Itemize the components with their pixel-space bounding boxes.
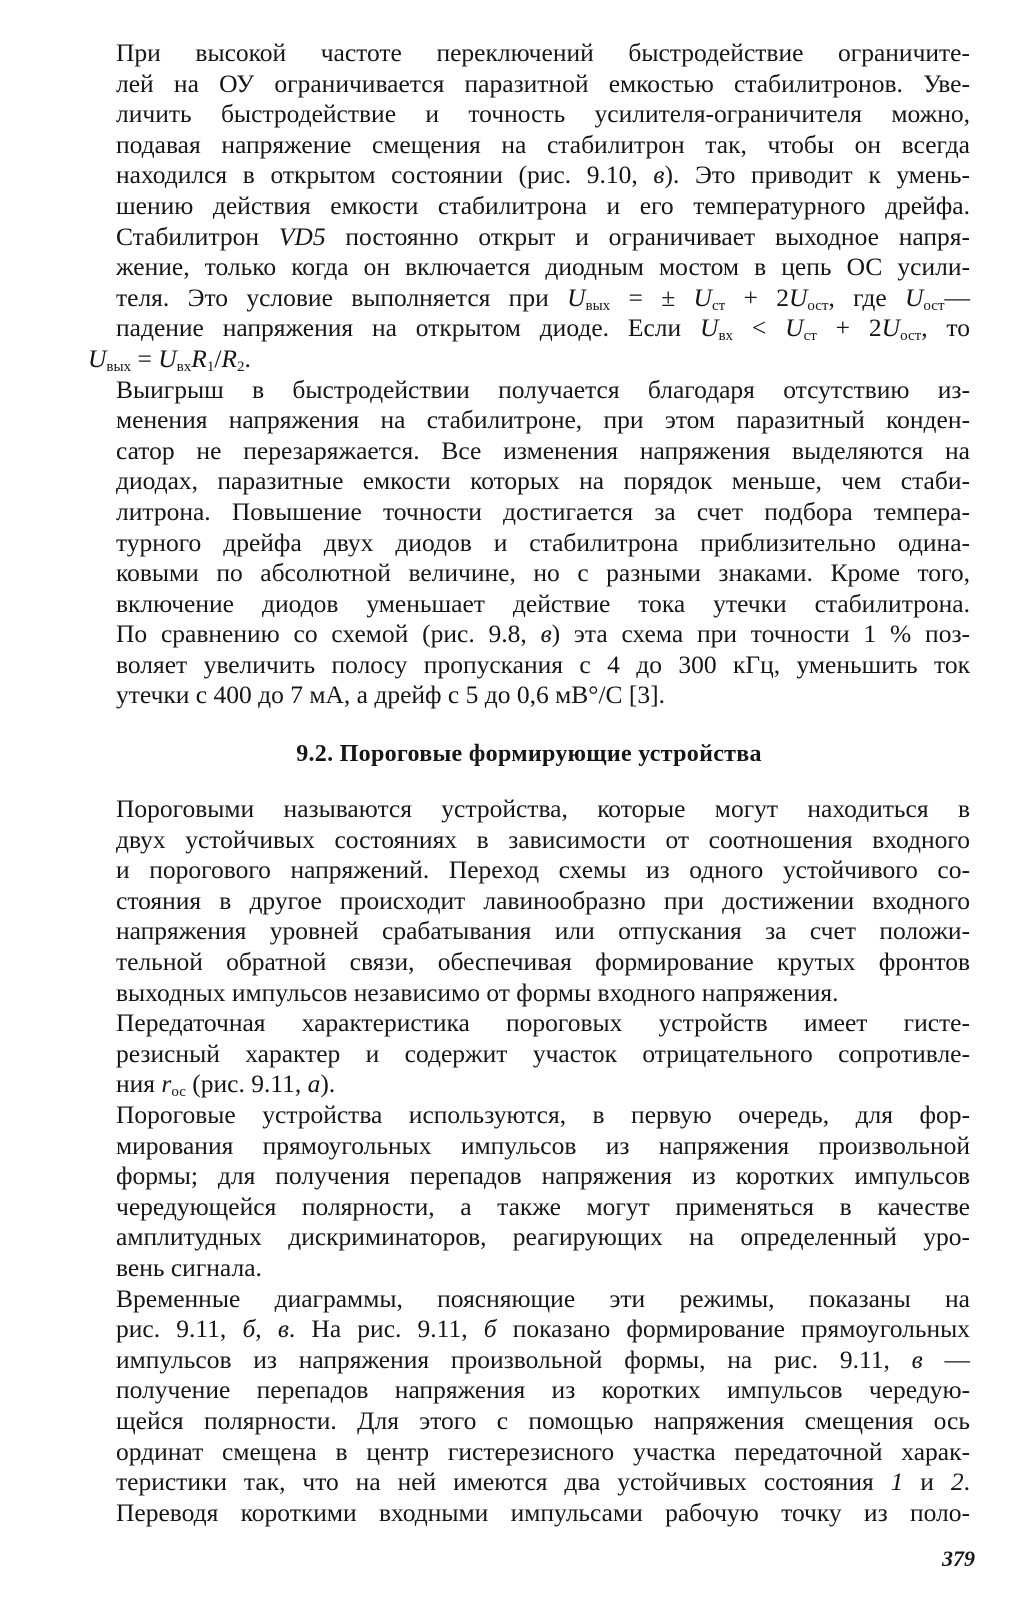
paragraph-transfer-characteristic: Передаточная характеристика пороговых устройств имеет гисте- резисный характер и содержит участок отрицательного сопротивле- ния $r_{ос}$ (рис. 9.11, а). <box>116 1008 970 1101</box>
paragraph-limiter-speed: При высокой частоте переключений быстродействие ограничите- лей на ОУ ограничивается паразитной емкостью стабилитронов. Уве- личить быстродействие и точность усилителя-ограничителя можно, подавая напряжение смещения на стабилитрон так, чтобы он всегда находился в открытом состоянии (рис. 9.10, в). Это приводит к умень- шению действия емкости стабилитрона и его температурного дрейфа. Стабилитрон VD5 постоянно открыт и ограничивает выходное напря- жение, только когда он включается диодным мостом в цепь ОС усили- теля. Это условие выполняется при $U_{вых}$ = ± $U_{ст} + 2U_{ост}$, где $U_{ост}—$ падение напряжения на открытом диоде. Если $U_{вх} < U_{ст} + 2U_{ост}$, то $U_{вых} = U_{вх}R_1/R_2$. <box>88 38 970 375</box>
page-number: 379 <box>942 1546 975 1571</box>
section-heading: 9.2. Пороговые формирующие устройства <box>296 741 762 768</box>
paragraph-threshold-usage: Пороговые устройства используются, в первую очередь, для фор- мирования прямоугольных импульсов из напряжения произвольной формы; для получения перепадов напряжения из коротких импульсов чередующейся полярности, а также могут применяться в качестве амплитудных дискриминаторов, реагирующих на определенный уро- вень сигнала. <box>116 1100 970 1282</box>
page-body <box>88 38 970 1528</box>
paragraph-speed-gain: Выигрыш в быстродействии получается благодаря отсутствию из- менения напряжения на стабилитроне, при этом паразитный конден- сатор не перезаряжается. Все изменения напряжения выделяются на диодах, паразитные емкости которых на порядок меньше, чем стаби- литрона. Повышение точности достигается за счет подбора темпера- турного дрейфа двух диодов и стабилитрона приблизительно одина- ковыми по абсолютной величине, но с разными знаками. Кроме того, включение диодов уменьшает действие тока утечки стабилитрона. По сравнению со схемой (рис. 9.8, в) эта схема при точности 1 % поз- воляет увеличить полосу пропускания с 4 до 300 кГц, уменьшить ток утечки с 400 до 7 мА, а дрейф с 5 до 0,6 мВ°/С [3]. <box>116 374 971 710</box>
paragraph-threshold-definition: Пороговыми называются устройства, которые могут находиться в двух устойчивых состояниях в зависимости от соотношения входного и порогового напряжений. Переход схемы из одного устойчивого со- стояния в другое происходит лавинообразно при достижении входного напряжения уровней срабатывания или отпускания за счет положи- тельной обратной связи, обеспечивая формирование крутых фронтов выходных импульсов независимо от формы входного напряжения. <box>116 794 970 1007</box>
paragraph-timing-diagrams: Временные диаграммы, поясняющие эти режимы, показаны на рис. 9.11, б, в. На рис. 9.11, б показано формирование прямоугольных импульсов из напряжения произвольной формы, на рис. 9.11, в — получение перепадов напряжения из коротких импульсов чередую- щейся полярности. Для этого с помощью напряжения смещения ось ординат смещена в центр гистерезисного участка передаточной харак- теристики так, что на ней имеются два устойчивых состояния 1 и 2. Переводя короткими входными импульсами рабочую точку из поло- <box>116 1283 970 1527</box>
